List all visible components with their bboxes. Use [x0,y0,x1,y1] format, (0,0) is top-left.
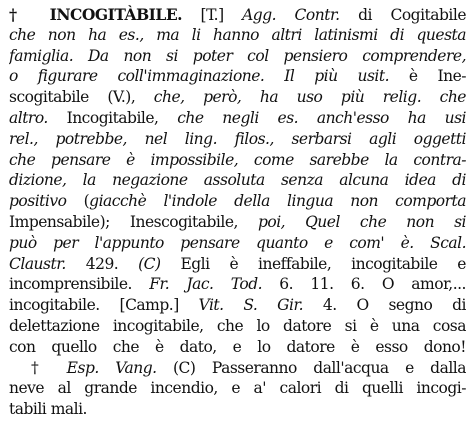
text-segment: tabili mali. [9,400,87,419]
italic-text: che negli es. anch'esso ha usi [177,109,466,127]
text-segment: 4. O segno di [303,296,466,315]
italic-text: Claustr. [9,254,66,273]
italic-text: o figurare coll'immaginazione. Il più usit. [9,67,390,86]
italic-text: Vit. S. Gir. [198,296,304,315]
text-segment: scogitabile (V.), [9,88,154,107]
text-segment: con quello che è dato, e lo datore è esso dono! [9,337,466,356]
text-segment: è Ine- [389,67,466,86]
italic-text: che non ha es., ma li hanno altri latinismi di questa [9,25,466,44]
italic-text: altro. [9,109,48,127]
text-segment: incomprensibile. [9,275,150,294]
italic-text: positivo [9,192,67,211]
italic-text: giacchè l'indole della lingua non comporta [89,192,466,211]
headword: † INCOGITÀBILE. [9,5,183,24]
text-segment: 6. 11. 6. O amor,... [262,275,466,294]
italic-text: (C) [138,254,161,273]
text-segment: Impensabile [9,213,100,231]
italic-text: Fr. Jac. Tod. [149,275,263,294]
italic-text: può per l'appunto pensare quanto e com' è. Scal. [9,233,466,252]
text-segment: (C) Passeranno dall'acqua e dalla [156,358,466,377]
text-segment: Egli è ineffabile, incogitabile e [160,254,466,273]
text-segment: neve al grande incendio, e a' calori di quelli incogi- [9,379,466,398]
text-segment: [T.] [182,6,243,24]
text-segment: incogitabile. [Camp.] [9,296,199,315]
italic-text: famiglia. Da non si poter col pensiero comprendere, [9,46,466,65]
text-segment: 429. [65,254,139,273]
text-segment: delettazione incogitabile, che lo datore si è una cosa [9,317,466,335]
italic-text: dizione, la negazione assoluta senza alcuna idea di [9,171,466,190]
italic-text: che, però, ha uso più relig. che [153,88,466,107]
text-segment: † [31,358,67,377]
italic-text: rel., potrebbe, nel ling. filos., serbarsi agli oggetti [9,129,466,148]
italic-text: Esp. Vang. [66,358,157,377]
text-segment: ); Inescogitabile, [99,213,258,231]
italic-text: che pensare è impossibile, come sarebbe la contra- [9,150,466,169]
text-segment: ( [66,192,90,211]
text-line [9,397,466,422]
italic-text: Agg. Contr. [242,6,340,24]
text-segment: Incogitabile, [47,109,178,127]
text-segment: di Cogitabile [339,6,466,24]
italic-text: poi, Quel che non si [257,213,466,231]
